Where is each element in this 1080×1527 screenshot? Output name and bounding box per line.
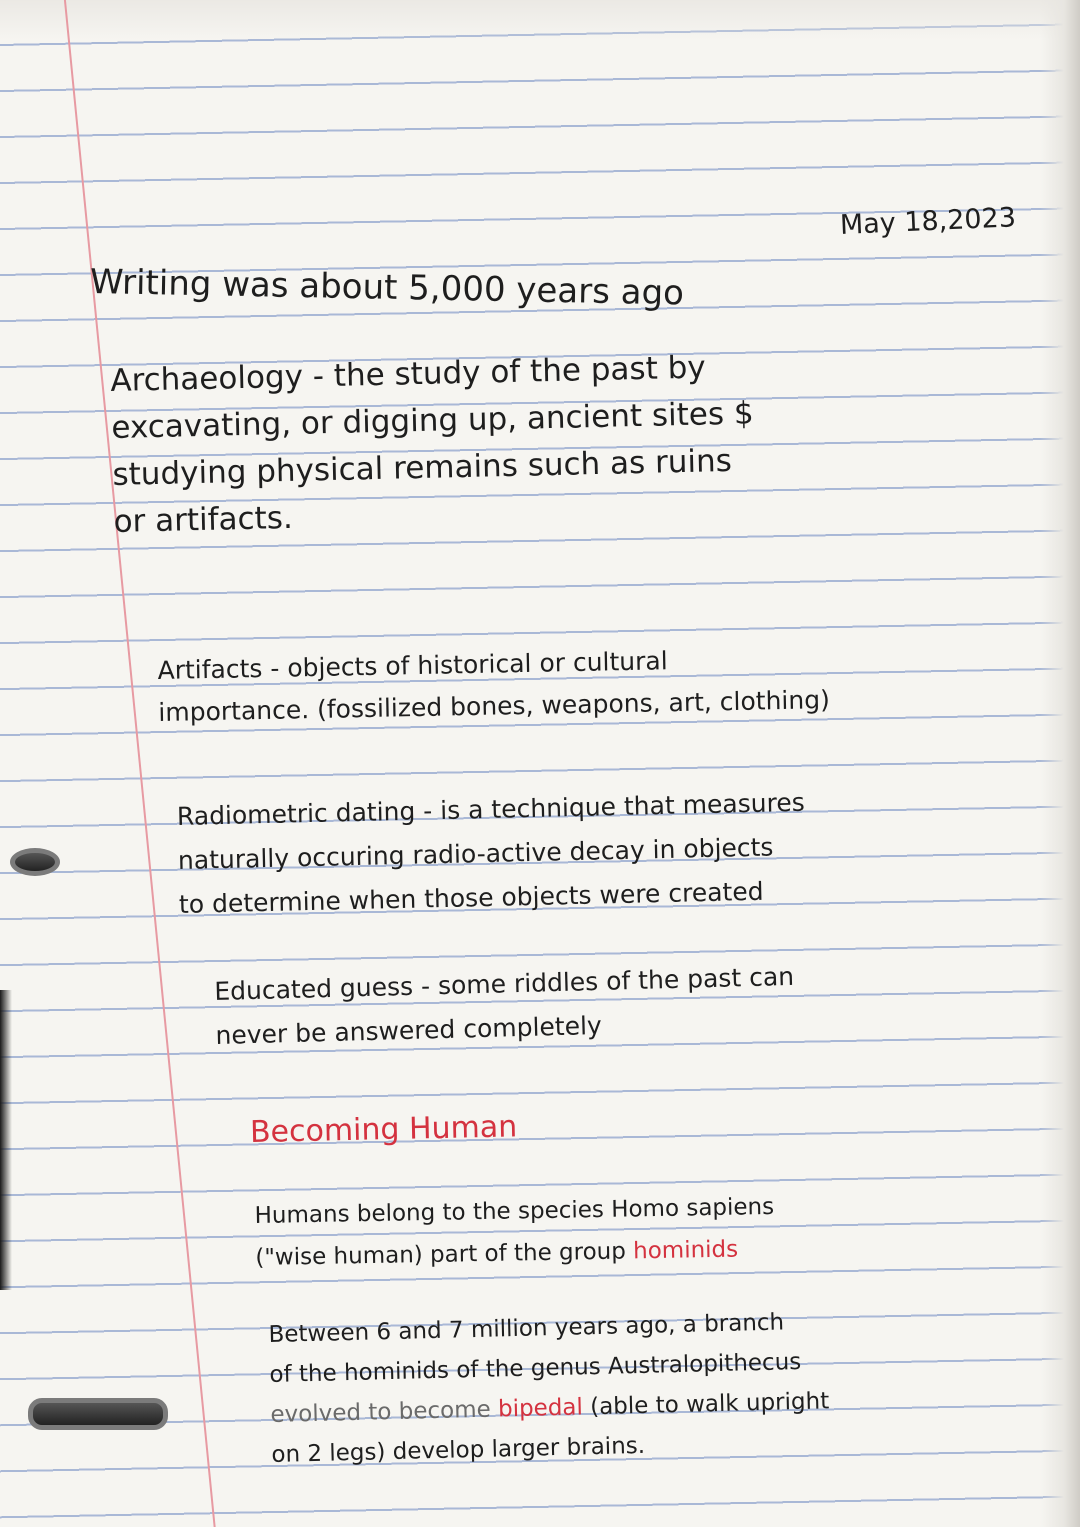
page-top-shadow [0, 0, 1080, 40]
text-line: or artifacts. [113, 499, 294, 540]
text-fragment: evolved to become [270, 1396, 499, 1428]
text-line: Artifacts - objects of historical or cultural [157, 646, 668, 686]
humans-note [254, 1186, 775, 1279]
text-line: on 2 legs) develop larger brains. [271, 1432, 646, 1468]
archaeology-definition [110, 343, 756, 546]
text-line: to determine when those objects were created [178, 876, 764, 919]
note-heading: Writing was about 5,000 years ago [89, 262, 685, 314]
text-line: Radiometric dating - is a technique that measures [176, 787, 806, 832]
text-fragment: ("wise human) part of the group [255, 1238, 634, 1271]
text-line: excavating, or digging up, ancient sites $ [111, 395, 754, 447]
text-line: studying physical remains such as ruins [112, 442, 733, 493]
binder-shadow [0, 990, 12, 1290]
section-title: Becoming Human [249, 1109, 518, 1150]
highlighted-term: hominids [632, 1236, 739, 1265]
text-line: of the hominids of the genus Australopithecus [269, 1349, 802, 1389]
artifacts-definition [157, 637, 830, 734]
text-line: Archaeology - the study of the past by [109, 349, 707, 400]
text-line: importance. (fossilized bones, weapons, art, clothing) [158, 685, 831, 727]
text-line: Between 6 and 7 million years ago, a branch [268, 1309, 785, 1349]
binder-ring-icon [10, 848, 60, 876]
text-line: Educated guess - some riddles of the past can [214, 961, 795, 1007]
text-fragment: (able to walk upright [582, 1388, 830, 1421]
margin-line [60, 0, 223, 1527]
text-line: never be answered completely [215, 1010, 603, 1050]
evolution-note [268, 1301, 831, 1475]
educated-guess-definition [214, 955, 796, 1058]
note-date: May 18,2023 [839, 202, 1017, 241]
text-line [255, 1228, 775, 1279]
highlighted-term: bipedal [497, 1394, 584, 1423]
page-edge [1040, 0, 1080, 1527]
text-line: naturally occuring radio-active decay in objects [177, 832, 774, 875]
binder-ring-icon [28, 1398, 168, 1430]
radiometric-dating-definition [177, 781, 808, 927]
text-line: Humans belong to the species Homo sapiens [254, 1193, 775, 1230]
